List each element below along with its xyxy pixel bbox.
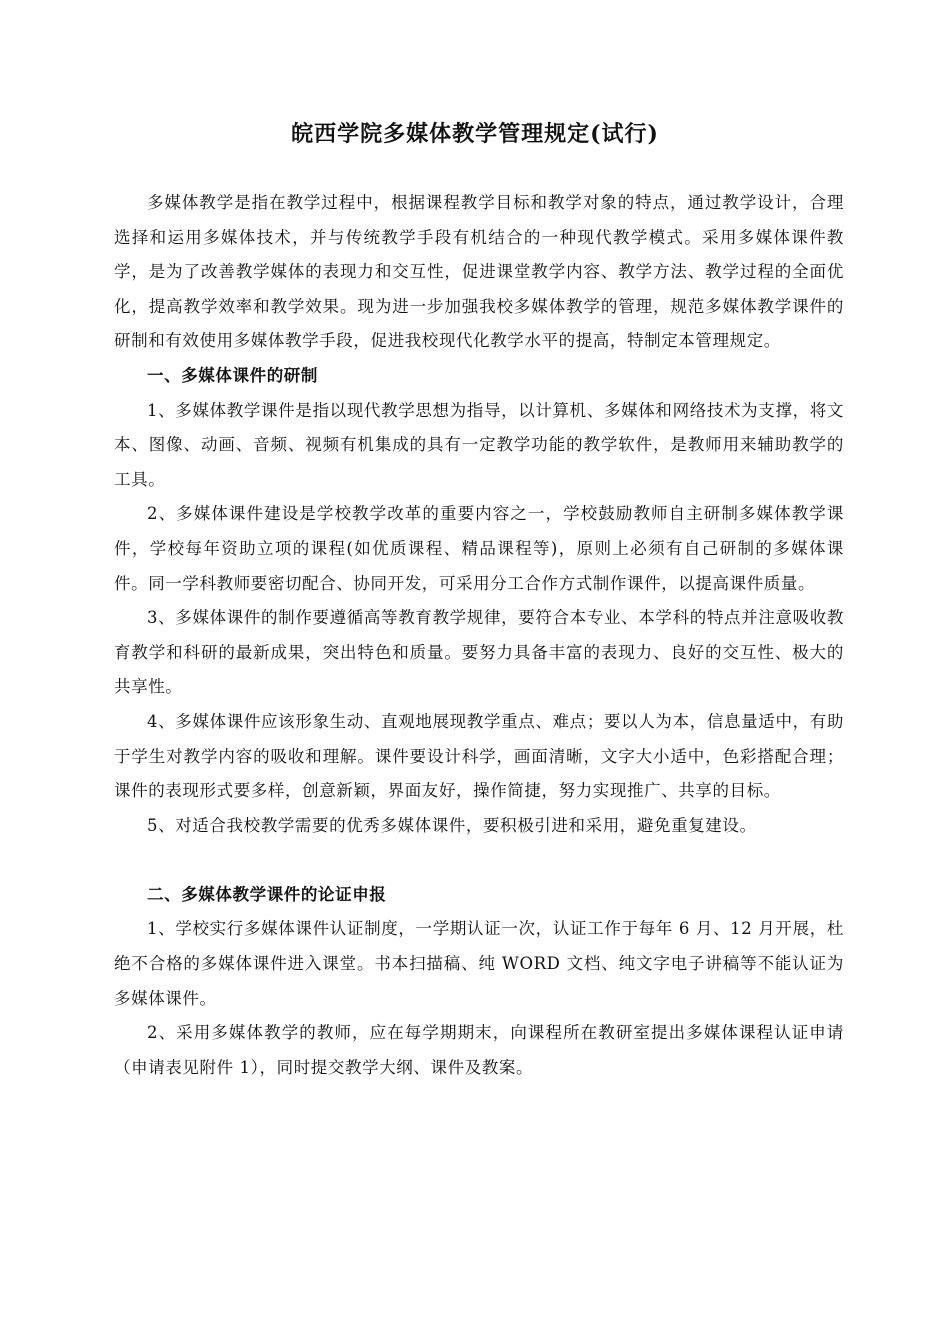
section-spacer bbox=[114, 843, 844, 878]
intro-paragraph: 多媒体教学是指在教学过程中，根据课程教学目标和教学对象的特点，通过教学设计，合理选择和运用多媒体技术，并与传统教学手段有机结合的一种现代教学模式。采用多媒体课件教学，是为了改善教学媒体的表现力和交互性，促进课堂教学内容、教学方法、教学过程的全面优化，提高教学效率和教学效果。现为进一步加强我校多媒体教学的管理，规范多媒体教学课件的研制和有效使用多媒体教学手段，促进我校现代化教学水平的提高，特制定本管理规定。 bbox=[114, 193, 844, 351]
section-2-item-1: 1、学校实行多媒体课件认证制度，一学期认证一次，认证工作于每年 6 月、12 月开展，杜绝不合格的多媒体课件进入课堂。书本扫描稿、纯 WORD 文档、纯文字电子讲稿等不能认证为多媒体课件。 bbox=[114, 919, 844, 1008]
section-heading: 一、多媒体课件的研制 bbox=[147, 365, 318, 385]
document-title: 皖西学院多媒体教学管理规定(试行) bbox=[291, 121, 659, 147]
section-2-item-2: 2、采用多媒体教学的教师，应在每学期期末，向课程所在教研室提出多媒体课程认证申请（申请表见附件 1），同时提交教学大纲、课件及教案。 bbox=[114, 1023, 844, 1077]
document-body bbox=[114, 186, 844, 1085]
section-1-item-5: 5、对适合我校教学需要的优秀多媒体课件，要积极引进和采用，避免重复建设。 bbox=[147, 815, 757, 835]
section-1-item-4: 4、多媒体课件应该形象生动、直观地展现教学重点、难点；要以人为本，信息量适中，有助于学生对教学内容的吸收和理解。课件要设计科学，画面清晰，文字大小适中，色彩搭配合理；课件的表现形式要多样，创意新颖，界面友好，操作简捷，努力实现推广、共享的目标。 bbox=[114, 711, 844, 801]
section-1-item-1: 1、多媒体教学课件是指以现代教学思想为指导，以计算机、多媒体和网络技术为支撑，将文本、图像、动画、音频、视频有机集成的具有一定教学功能的教学软件，是教师用来辅助教学的工具。 bbox=[114, 400, 844, 489]
section-1-item-3: 3、多媒体课件的制作要遵循高等教育教学规律，要符合本专业、本学科的特点并注意吸收教育教学和科研的最新成果，突出特色和质量。要努力具备丰富的表现力、良好的交互性、极大的共享性。 bbox=[114, 608, 844, 697]
section-1-item-2: 2、多媒体课件建设是学校教学改革的重要内容之一，学校鼓励教师自主研制多媒体教学课件，学校每年资助立项的课程(如优质课程、精品课程等)，原则上必须有自己研制的多媒体课件。同一学科教师要密切配合、协同开发，可采用分工合作方式制作课件，以提高课件质量。 bbox=[114, 504, 844, 593]
section-heading: 二、多媒体教学课件的论证申报 bbox=[147, 884, 387, 904]
